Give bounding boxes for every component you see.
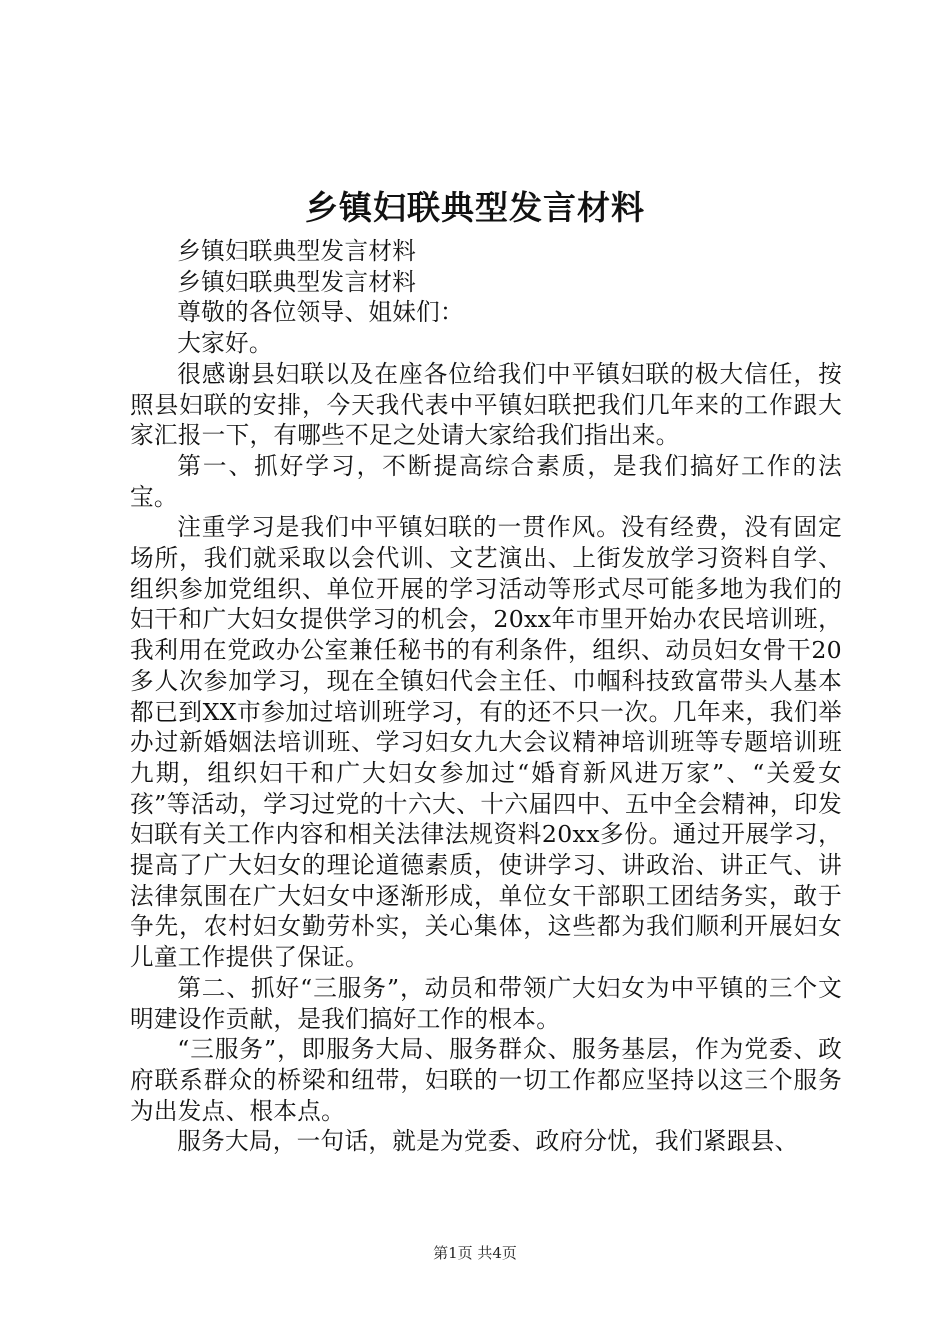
paragraph: 乡镇妇联典型发言材料 (177, 267, 417, 296)
paragraph: 服务大局，一句话，就是为党委、政府分忧，我们紧跟县、 (177, 1127, 799, 1156)
page-footer: 第1页 共4页 (433, 1244, 517, 1262)
section-heading: 第一、抓好学习，不断提高综合素质，是我们搞好工作的法宝。 (130, 451, 842, 511)
section-heading: 第二、抓好“三服务”，动员和带领广大妇女为中平镇的三个文明建设作贡献，是我们搞好工作的根本。 (130, 973, 842, 1033)
document-title: 乡镇妇联典型发言材料 (305, 188, 645, 227)
paragraph: 注重学习是我们中平镇妇联的一贯作风。没有经费，没有固定场所，我们就采取以会代训、文艺演出、上街发放学习资料自学、组织参加党组织、单位开展的学习活动等形式尽可能多地为我们的妇干和广大妇女提供学习的机会，20xx年市里开始办农民培训班，我利用在党政办公室兼任秘书的有利条件，组织、动员妇女骨干20多人次参加学习，现在全镇妇代会主任、巾帼科技致富带头人基本都已到XX市参加过培训班学习，有的还不只一次。几年来，我们举办过新婚姻法培训班、学习妇女九大会议精神培训班等专题培训班九期，组织妇干和广大妇女参加过“婚育新风进万家”、“关爱女孩”等活动，学习过党的十六大、十六届四中、五中全会精神，印发妇联有关工作内容和相关法律法规资料20xx多份。通过开展学习，提高了广大妇女的理论道德素质，使讲学习、讲政治、讲正气、讲法律氛围在广大妇女中逐渐形成，单位女干部职工团结务实，敢于争先，农村妇女勤劳朴实，关心集体，这些都为我们顺利开展妇女儿童工作提供了保证。 (130, 513, 842, 972)
document-body (130, 236, 842, 1157)
paragraph: 很感谢县妇联以及在座各位给我们中平镇妇联的极大信任，按照县妇联的安排，今天我代表中平镇妇联把我们几年来的工作跟大家汇报一下，有哪些不足之处请大家给我们指出来。 (130, 359, 842, 450)
paragraph: 乡镇妇联典型发言材料 (177, 237, 417, 265)
salutation: 尊敬的各位领导、姐妹们： (177, 298, 464, 327)
paragraph: “三服务”，即服务大局、服务群众、服务基层，作为党委、政府联系群众的桥梁和纽带，妇联的一切工作都应坚持以这三个服务为出发点、根本点。 (130, 1035, 842, 1125)
greeting: 大家好。 (177, 329, 273, 358)
